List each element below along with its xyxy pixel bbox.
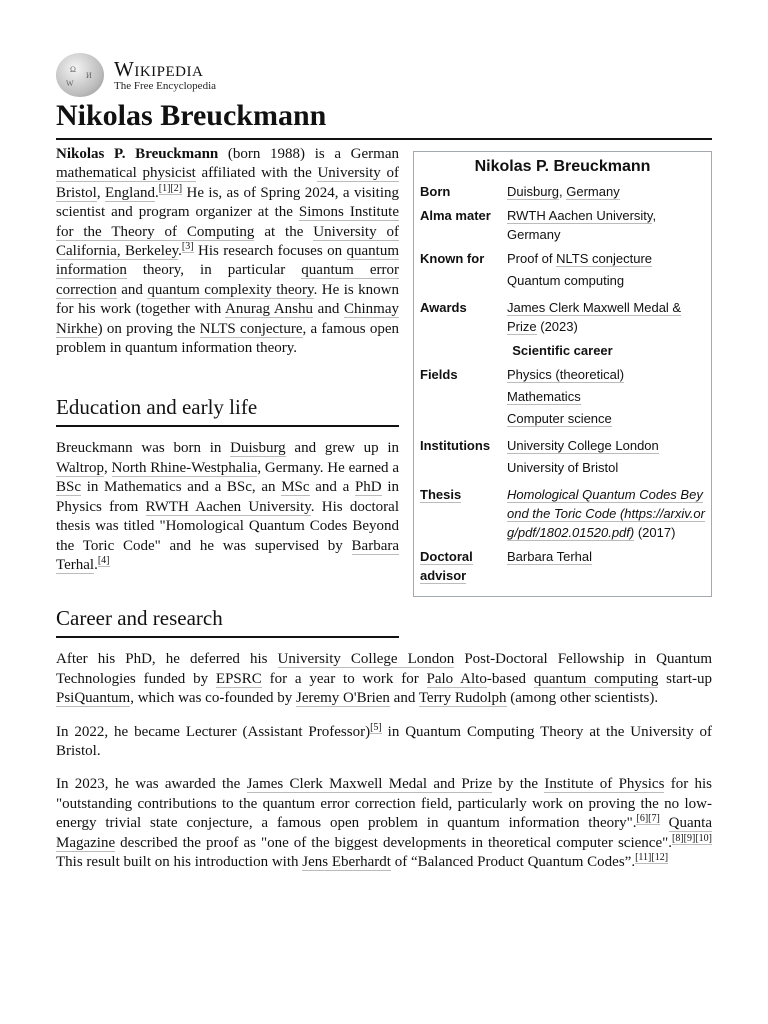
infobox-row-known-for [420,249,705,293]
citation-link[interactable]: [5] [370,721,382,733]
wiki-link[interactable]: RWTH Aachen University [145,498,311,515]
citation-link[interactable]: [3] [181,241,194,253]
text: . [178,243,182,260]
citation-link[interactable]: [8] [671,832,684,844]
text: (2023) [536,319,578,334]
label: Fields [420,367,458,382]
wiki-link[interactable]: NLTS conjecture [556,251,652,266]
text: , a famous open problem in quantum information theory. [56,320,399,357]
wiki-link[interactable]: Barbara Terhal [56,537,399,573]
label: Institutions [420,438,491,453]
citation-link[interactable]: [7] [648,813,660,825]
wiki-link[interactable]: Duisburg [507,184,560,199]
citation-link[interactable]: [4] [97,554,110,566]
wiki-link[interactable]: James Clerk Maxwell Medal and Prize [246,776,493,793]
text: for a year to work for [261,670,427,687]
value [507,485,705,542]
tagline: The Free Encyclopedia [114,79,217,92]
field-link[interactable]: Computer science [507,411,612,426]
citation-link[interactable]: [1] [158,182,171,194]
wiki-link[interactable]: Jens Eberhardt [302,853,391,870]
text: , [559,184,567,199]
wiki-link[interactable]: MSc [281,479,310,496]
paragraph [56,650,712,708]
wiki-link[interactable]: BSc [56,479,82,496]
value [507,298,705,336]
infobox-title: Nikolas P. Breuckmann [474,158,651,175]
infobox-row-alma-mater [420,206,705,244]
wiki-link[interactable]: England [105,184,155,201]
wiki-link[interactable]: Jeremy O'Brien [295,690,390,707]
text: , Germany [507,208,657,242]
text: (2017) [634,525,676,540]
wiki-link[interactable]: Waltrop [56,459,104,476]
text: , Germany. He earned a [257,459,400,476]
wikipedia-globe-icon: Ω И W [56,53,104,97]
text: in Mathematics and a BSc, an [81,479,282,496]
text: Breuckmann was born in [56,440,231,457]
wiki-link[interactable]: NLTS conjecture [199,320,303,337]
infobox-row-doctoral-advisor [420,547,705,585]
label: Known for [420,251,485,266]
wiki-link[interactable]: quantum error correction [56,262,399,298]
text: In 2022, he became Lecturer (Assistant Professor) [56,723,371,740]
text: After his PhD, he deferred his [56,651,278,668]
citation-link[interactable]: [10] [695,832,712,844]
wiki-link[interactable]: mathematical physicist [56,165,196,182]
wiki-link[interactable]: North Rhine-Westphalia [111,459,258,476]
text: and [116,281,148,298]
text: . [155,184,159,201]
text: in Physics from [56,479,399,515]
infobox-row-thesis [420,485,705,542]
wiki-link[interactable]: Chinmay Nirkhe [56,301,399,337]
label: Alma mater [420,208,491,223]
text: , [103,459,112,476]
page-title: Nikolas Breuckmann [56,98,712,140]
text: He is, as of Spring 2024, a visiting scientist and program organizer at the [56,184,399,221]
text: -based [486,670,534,687]
paragraph [56,723,712,762]
article [56,52,712,886]
wiki-link[interactable]: Duisburg [230,440,286,457]
label: Awards [420,300,467,315]
text: theory, in particular [126,262,302,279]
wordmark: Wikipedia [114,56,204,81]
text: This result built on his introduction with [56,853,303,870]
value [507,249,705,268]
thesis-label-link[interactable]: Thesis [420,487,462,502]
wiki-link[interactable]: quantum complexity theory [147,281,314,298]
wiki-link[interactable]: quantum information [56,243,400,279]
infobox-row-fields [420,365,705,431]
value [507,206,705,244]
text: His research focuses on [193,243,347,260]
text: described the proof as "one of the biggest developments in theoretical computer science". [115,834,672,851]
wiki-link[interactable]: PhD [354,479,382,496]
text: Proof of [507,251,557,266]
text: and [389,690,419,707]
wiki-link[interactable]: Simons Institute for the Theory of Computing [56,204,399,240]
text: by the [492,776,545,793]
text: of “Balanced Product Quantum Codes”. [390,853,636,870]
citation-link[interactable]: [12] [651,851,669,863]
text: in Quantum Computing Theory at the University of Bristol. [56,723,712,759]
wiki-link[interactable]: University of California, Berkeley [56,223,399,260]
infobox-row-born [420,182,705,201]
text: ) on proving the [97,320,200,337]
field-link[interactable]: Mathematics [507,389,581,404]
value [507,182,705,201]
citation-link[interactable]: [2] [170,182,183,194]
wiki-link[interactable]: University of Bristol [56,165,399,201]
text: start-up [658,670,712,687]
text: (born 1988) is a German [218,146,399,162]
section-heading: Career and research [56,605,399,638]
wiki-link[interactable]: Anurag Anshu [225,301,314,318]
text: , which was co-founded by [130,690,296,707]
section-career [56,605,712,872]
wiki-link[interactable]: EPSRC [215,670,262,687]
wiki-link[interactable]: Quanta Magazine [56,815,712,851]
institution-link[interactable]: University College London [507,438,659,453]
citation-link[interactable]: [9] [683,832,696,844]
infobox-row-institutions [420,436,705,480]
text: (among other scientists). [506,690,659,707]
citation-link[interactable]: [6] [636,813,649,825]
text: and grew up in [285,440,399,457]
label: Born [420,184,451,199]
field-link[interactable]: Physics (theoretical) [507,367,625,382]
text: affiliated with the [195,165,318,182]
text [660,815,669,831]
wiki-link[interactable]: Germany [566,184,620,199]
wiki-link[interactable]: University College London [277,651,455,668]
text: at the [254,223,314,240]
wiki-link[interactable]: Institute of Physics [544,776,665,793]
text: In 2023, he was awarded the [56,776,247,793]
text: . His doctoral thesis was titled "Homological Quantum Codes Beyond the Toric Code" and he was supervised by [56,498,399,554]
wiki-link[interactable]: Homological Quantum Codes Beyond the Toric Code (https://arxiv.org/pdf/1802.01520.pdf) [507,487,705,540]
citation-link[interactable]: [11] [635,851,652,863]
text: . [94,556,98,573]
infobox-row-awards [420,298,705,336]
wiki-link[interactable]: RWTH Aachen University [507,208,653,223]
text: Post-Doctoral Fellowship in Quantum Technologies funded by [56,651,712,687]
wiki-link[interactable]: James Clerk Maxwell Medal & Prize [507,300,682,334]
section-heading: Education and early life [56,394,399,427]
advisor-label-link[interactable]: Doctoral advisor [420,549,473,583]
text: and a [309,479,355,496]
wiki-link[interactable]: Palo Alto [426,670,487,687]
wiki-link[interactable]: PsiQuantum [56,690,131,707]
wikipedia-logo[interactable] [56,52,712,98]
wiki-link[interactable]: Terry Rudolph [418,690,507,707]
text: and [313,301,344,318]
value: Quantum computing [507,273,625,288]
value: University of Bristol [507,460,619,475]
subject-name: Nikolas P. Breuckmann [56,146,219,162]
text: . He is known for his work (together with [56,281,399,318]
text: , [96,184,105,201]
infobox-subheader: Scientific career [512,343,613,358]
wiki-link[interactable]: quantum computing [533,670,659,687]
paragraph [56,775,712,872]
infobox [413,151,712,597]
advisor-link[interactable]: Barbara Terhal [507,549,593,564]
text: for his "outstanding contributions to the quantum error correction field, particularly work on proving the no low-energy trivial state conjecture, a famous open problem in quantum information theory". [56,776,712,832]
